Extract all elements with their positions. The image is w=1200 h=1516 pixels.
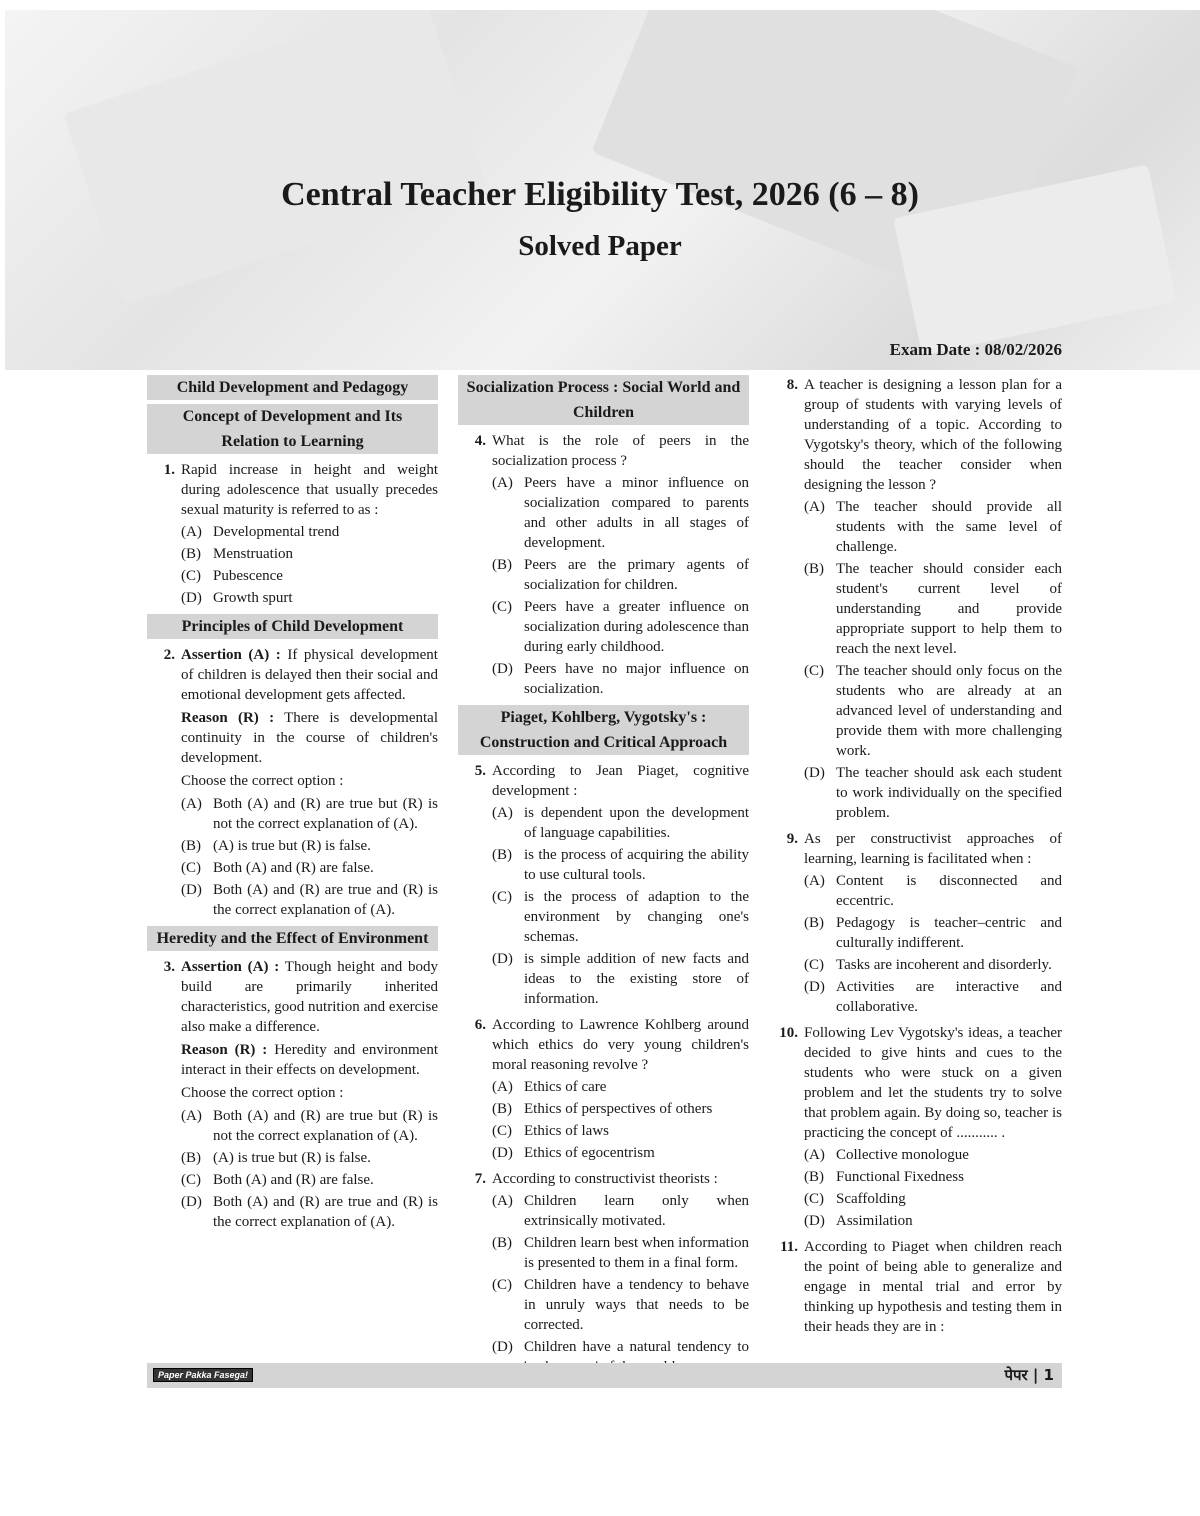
option — [181, 1192, 438, 1232]
option-label: (C) — [181, 568, 201, 584]
option-text: is the process of adaption to the environment by changing one's schemas. — [524, 889, 749, 945]
option — [492, 659, 749, 699]
option-text: Children have a natural tendency to — [524, 1339, 749, 1355]
option — [181, 566, 438, 586]
option-label: (C) — [804, 957, 824, 973]
question-text: According to constructivist theorists : — [492, 1171, 718, 1187]
option-text: Assimilation — [836, 1213, 913, 1229]
option-text: Peers have a minor influence on socialization compared to parents and other adults in all stages of development. — [524, 475, 749, 551]
option — [492, 473, 749, 553]
option-text: Ethics of perspectives of others — [524, 1101, 713, 1117]
reason-text — [181, 708, 438, 768]
question-6 — [458, 1015, 749, 1075]
option-label: (A) — [492, 1193, 513, 1209]
option-text: Both (A) and (R) are true but (R) is not the correct explanation of (A). — [213, 1108, 438, 1144]
option-label: (D) — [181, 590, 202, 606]
option-label: (A) — [181, 796, 202, 812]
option — [492, 949, 749, 1009]
option-label: (A) — [804, 1147, 825, 1163]
question-3 — [147, 957, 438, 1037]
option — [181, 858, 438, 878]
option-text: Ethics of egocentrism — [524, 1145, 655, 1161]
question-number: 8. — [786, 377, 798, 393]
option-label: (D) — [492, 951, 513, 967]
option-text: is dependent upon the development of language capabilities. — [524, 805, 749, 841]
question-text: A teacher is designing a lesson plan for a group of students with varying levels of understanding of a topic. According to Vygotsky's theory, which of the following should the teacher consider when designing the lesson ? — [804, 377, 1062, 493]
option-text: The teacher should consider each student's current level of understanding and provide appropriate support to help them to reach the next level. — [836, 561, 1062, 657]
option — [492, 555, 749, 595]
option-label: (A) — [492, 805, 513, 821]
option — [492, 1143, 749, 1163]
option-text: Functional Fixedness — [836, 1169, 964, 1185]
option-label: (D) — [804, 765, 825, 781]
question-number: 7. — [474, 1171, 486, 1187]
question-number: 2. — [163, 647, 175, 663]
assertion-text — [181, 957, 438, 1037]
section-heading: Child Development and Pedagogy — [147, 375, 438, 400]
question-number: 11. — [780, 1239, 798, 1255]
option — [804, 1211, 1062, 1231]
assertion-label: Assertion (A) : — [181, 959, 280, 975]
option — [804, 497, 1062, 557]
option-text: Growth spurt — [213, 590, 293, 606]
question-text: According to Piaget when children reach the point of being able to generalize and engage in mental trial and error by thinking up hypothesis and testing them in their heads they are in : — [804, 1239, 1062, 1335]
option — [181, 588, 438, 608]
choose-instruction: Choose the correct option : — [181, 773, 344, 789]
option-label: (C) — [492, 1277, 512, 1293]
option-text: Ethics of laws — [524, 1123, 609, 1139]
option — [492, 1077, 749, 1097]
option-label: (C) — [804, 1191, 824, 1207]
option — [181, 794, 438, 834]
reason-label: Reason (R) : — [181, 710, 275, 726]
section-heading: Concept of Development and Its Relation to Learning — [147, 404, 438, 454]
option — [804, 661, 1062, 761]
option-text: Pubescence — [213, 568, 283, 584]
choose-instruction: Choose the correct option : — [181, 1085, 344, 1101]
option-label: (D) — [804, 979, 825, 995]
option-label: (A) — [804, 873, 825, 889]
option — [804, 1145, 1062, 1165]
question-text: What is the role of peers in the socialization process ? — [492, 433, 749, 469]
option — [804, 1189, 1062, 1209]
option — [492, 1099, 749, 1119]
question-text: As per constructivist approaches of learning, learning is facilitated when : — [804, 831, 1062, 867]
option-text: Activities are interactive and collaborative. — [836, 979, 1062, 1015]
option-label: (A) — [804, 499, 825, 515]
option — [181, 1106, 438, 1146]
reason-body: There is developmental continuity in the course of children's development. — [181, 710, 438, 766]
option-text: Both (A) and (R) are false. — [213, 860, 374, 876]
question-number: 6. — [474, 1017, 486, 1033]
option-label: (C) — [492, 889, 512, 905]
column-3 — [770, 375, 1062, 1339]
option-label: (B) — [492, 557, 512, 573]
option — [804, 913, 1062, 953]
option-label: (D) — [181, 1194, 202, 1210]
option — [492, 803, 749, 843]
option-text: Tasks are incoherent and disorderly. — [836, 957, 1052, 973]
option — [181, 1170, 438, 1190]
option-label: (B) — [804, 915, 824, 931]
section-heading: Principles of Child Development — [147, 614, 438, 639]
option-label: (C) — [492, 1123, 512, 1139]
option-text: Scaffolding — [836, 1191, 906, 1207]
section-heading: Piaget, Kohlberg, Vygotsky's : Construction and Critical Approach — [458, 705, 749, 755]
option — [181, 836, 438, 856]
option — [181, 880, 438, 920]
option-label: (A) — [492, 475, 513, 491]
option-text: Peers are the primary agents of socialization for children. — [524, 557, 749, 593]
assertion-body: If physical development of children is delayed then their social and emotional development gets affected. — [181, 647, 438, 703]
question-11 — [770, 1237, 1062, 1337]
option-label: (D) — [492, 661, 513, 677]
option — [804, 763, 1062, 823]
option-text: Pedagogy is teacher–centric and culturally indifferent. — [836, 915, 1062, 951]
reason-body: Heredity and environment interact in their effects on development. — [181, 1042, 438, 1078]
option-label: (A) — [492, 1079, 513, 1095]
option-label: (D) — [492, 1145, 513, 1161]
option — [492, 887, 749, 947]
assertion-label: Assertion (A) : — [181, 647, 281, 663]
page-footer — [147, 1363, 1062, 1388]
option-text: Peers have no major influence on socialization. — [524, 661, 749, 697]
option-label: (C) — [492, 599, 512, 615]
option-label: (B) — [804, 1169, 824, 1185]
option-label: (B) — [492, 1235, 512, 1251]
option — [804, 955, 1062, 975]
option-text: The teacher should ask each student to work individually on the specified problem. — [836, 765, 1062, 821]
option-text: Both (A) and (R) are false. — [213, 1172, 374, 1188]
option — [181, 522, 438, 542]
section-heading: Socialization Process : Social World and Children — [458, 375, 749, 425]
option-text: The teacher should provide all students with the same level of challenge. — [836, 499, 1062, 555]
exam-date: Exam Date : 08/02/2026 — [889, 340, 1062, 359]
question-9 — [770, 829, 1062, 869]
assertion-body: Though height and body build are primarily inherited characteristics, good nutrition and exercise also make a difference. — [181, 959, 438, 1035]
question-text: According to Jean Piaget, cognitive development : — [492, 763, 749, 799]
question-text: Following Lev Vygotsky's ideas, a teacher decided to give hints and cues to the students who were stuck on a given problem and let the students try to solve that problem again. By doing so, teacher is practicing the concept of ........... . — [804, 1025, 1062, 1141]
option — [804, 1167, 1062, 1187]
option — [804, 871, 1062, 911]
question-10 — [770, 1023, 1062, 1143]
option — [804, 559, 1062, 659]
option-label: (D) — [804, 1213, 825, 1229]
option-text: Children learn only when extrinsically motivated. — [524, 1193, 749, 1229]
question-number: 10. — [779, 1025, 798, 1041]
question-number: 5. — [474, 763, 486, 779]
section-heading: Heredity and the Effect of Environment — [147, 926, 438, 951]
option-text: Both (A) and (R) are true but (R) is not the correct explanation of (A). — [213, 796, 438, 832]
option — [492, 597, 749, 657]
option-text: Peers have a greater influence on socialization during adolescence than during early childhood. — [524, 599, 749, 655]
option — [492, 1191, 749, 1231]
question-text: According to Lawrence Kohlberg around which ethics do very young children's moral reasoning revolve ? — [492, 1017, 749, 1073]
column-1 — [147, 375, 438, 1234]
question-text: Rapid increase in height and weight during adolescence that usually precedes sexual maturity is referred to as : — [181, 462, 438, 518]
option-label: (B) — [804, 561, 824, 577]
question-1 — [147, 460, 438, 520]
reason-label: Reason (R) : — [181, 1042, 268, 1058]
option-label: (D) — [181, 882, 202, 898]
question-4 — [458, 431, 749, 471]
question-number: 3. — [163, 959, 175, 975]
option-label: (B) — [181, 1150, 201, 1166]
question-5 — [458, 761, 749, 801]
option-text: Children have a tendency to behave in unruly ways that needs to be corrected. — [524, 1277, 749, 1333]
assertion-text — [181, 645, 438, 705]
option-label: (D) — [492, 1339, 513, 1355]
page-subtitle: Solved Paper — [518, 230, 682, 262]
option-label: (B) — [181, 546, 201, 562]
option — [181, 544, 438, 564]
option-label: (C) — [181, 1172, 201, 1188]
option-text: The teacher should only focus on the students who are already at an advanced level of understanding and provide them with more challenging work. — [836, 663, 1062, 759]
option-text: Content is disconnected and eccentric. — [836, 873, 1062, 909]
question-number: 1. — [163, 462, 175, 478]
option-text: is simple addition of new facts and ideas to the existing store of information. — [524, 951, 749, 1007]
publisher-logo: Paper Pakka Fasega! — [153, 1368, 253, 1382]
option-text: Menstruation — [213, 546, 293, 562]
page-number: पेपर | 1 — [1004, 1366, 1054, 1384]
option-label: (A) — [181, 1108, 202, 1124]
option-text: Children learn best when information is presented to them in a final form. — [524, 1235, 749, 1271]
option — [492, 1121, 749, 1141]
question-7 — [458, 1169, 749, 1189]
option — [804, 977, 1062, 1017]
question-2 — [147, 645, 438, 705]
option — [492, 845, 749, 885]
option-text: Developmental trend — [213, 524, 340, 540]
option-label: (B) — [492, 1101, 512, 1117]
option — [492, 1233, 749, 1273]
option-text: Both (A) and (R) are true and (R) is the correct explanation of (A). — [213, 882, 438, 918]
option-label: (C) — [181, 860, 201, 876]
option-label: (B) — [492, 847, 512, 863]
option-label: (C) — [804, 663, 824, 679]
option-text: Collective monologue — [836, 1147, 969, 1163]
question-8 — [770, 375, 1062, 495]
reason-text — [181, 1040, 438, 1080]
question-number: 9. — [786, 831, 798, 847]
column-2 — [458, 375, 749, 1379]
option-text: Ethics of care — [524, 1079, 607, 1095]
option — [181, 1148, 438, 1168]
option-text: is the process of acquiring the ability to use cultural tools. — [524, 847, 749, 883]
question-number: 4. — [474, 433, 486, 449]
option-text: Both (A) and (R) are true and (R) is the correct explanation of (A). — [213, 1194, 438, 1230]
option-label: (B) — [181, 838, 201, 854]
page-title: Central Teacher Eligibility Test, 2026 (6 – 8) — [281, 176, 919, 213]
option-text: (A) is true but (R) is false. — [213, 1150, 371, 1166]
option-text: (A) is true but (R) is false. — [213, 838, 371, 854]
option — [492, 1275, 749, 1335]
option-label: (A) — [181, 524, 202, 540]
